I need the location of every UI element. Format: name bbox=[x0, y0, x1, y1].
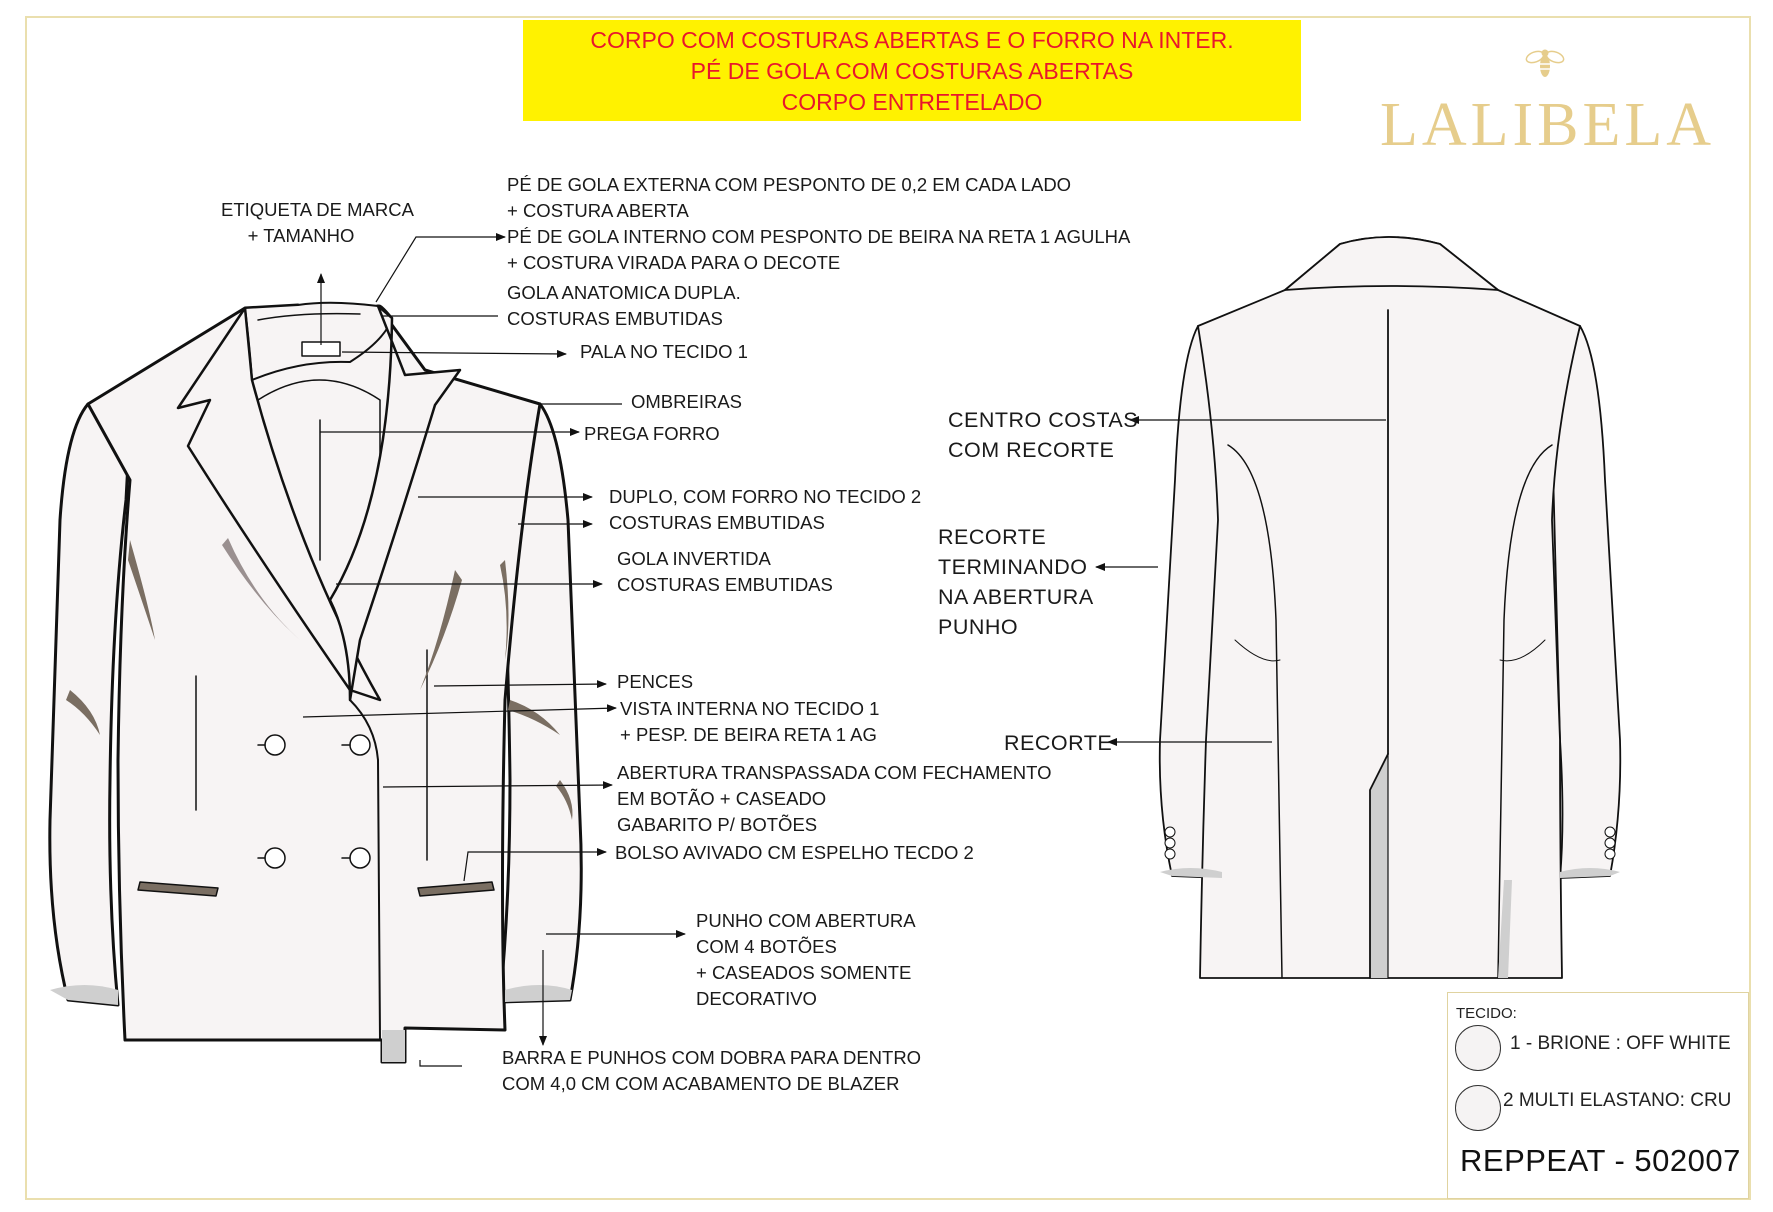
back-body bbox=[1198, 237, 1580, 978]
label-bolso: BOLSO AVIVADO CM ESPELHO TECDO 2 bbox=[615, 842, 974, 863]
fabric-1-swatch bbox=[1455, 1025, 1501, 1071]
front-view-jacket bbox=[50, 303, 581, 1062]
label-gola-anatomica: GOLA ANATOMICA DUPLA. COSTURAS EMBUTIDAS bbox=[507, 282, 741, 329]
label-pences: PENCES bbox=[617, 671, 694, 692]
banner-line-3: CORPO ENTRETELADO bbox=[781, 89, 1043, 115]
label-gola-invertida: GOLA INVERTIDA COSTURAS EMBUTIDAS bbox=[617, 548, 833, 595]
label-recorte-punho: RECORTE TERMINANDO NA ABERTURA PUNHO bbox=[938, 525, 1094, 639]
front-body bbox=[88, 305, 540, 1062]
label-punho: PUNHO COM ABERTURA COM 4 BOTÕES + CASEADOS SOMENTE DECORATIVO bbox=[696, 910, 916, 1009]
label-pe-de-gola: PÉ DE GOLA EXTERNA COM PESPONTO DE 0,2 EM CADA LADO + COSTURA ABERTA PÉ DE GOLA INTERNO COM PESPONTO DE BEIRA NA RETA 1 AGULHA + COSTURA VIRADA PARA O DECOTE bbox=[507, 174, 1131, 273]
back-view-jacket bbox=[1160, 237, 1621, 978]
label-centro-costas: CENTRO COSTAS COM RECORTE bbox=[948, 408, 1139, 462]
fabric-2-swatch bbox=[1455, 1085, 1501, 1131]
banner-line-1: CORPO COM COSTURAS ABERTAS E O FORRO NA INTER. bbox=[590, 27, 1234, 53]
fabric-2-label: 2 MULTI ELASTANO: CRU bbox=[1503, 1090, 1732, 1111]
back-collar bbox=[1285, 237, 1498, 290]
label-duplo: DUPLO, COM FORRO NO TECIDO 2 bbox=[609, 486, 922, 507]
label-abertura: ABERTURA TRANSPASSADA COM FECHAMENTO EM BOTÃO + CASEADO GABARITO P/ BOTÕES bbox=[617, 762, 1052, 835]
label-etiqueta: ETIQUETA DE MARCA + TAMANHO bbox=[221, 199, 414, 246]
brand-wordmark: LALIBELA bbox=[1380, 91, 1716, 159]
label-vista-interna: VISTA INTERNA NO TECIDO 1 + PESP. DE BEIRA RETA 1 AG bbox=[620, 698, 880, 745]
label-pala: PALA NO TECIDO 1 bbox=[580, 341, 748, 362]
fabric-title: TECIDO: bbox=[1456, 1005, 1517, 1022]
label-prega-forro: PREGA FORRO bbox=[584, 423, 720, 444]
label-recorte: RECORTE bbox=[1004, 731, 1113, 755]
label-costuras-embutidas: COSTURAS EMBUTIDAS bbox=[609, 512, 825, 533]
label-barra: BARRA E PUNHOS COM DOBRA PARA DENTRO COM 4,0 CM COM ACABAMENTO DE BLAZER bbox=[502, 1047, 922, 1094]
label-ombreiras: OMBREIRAS bbox=[631, 391, 743, 412]
fabric-info-box bbox=[1447, 992, 1749, 1199]
fabric-1-label: 1 - BRIONE : OFF WHITE bbox=[1510, 1033, 1731, 1054]
banner-line-2: PÉ DE GOLA COM COSTURAS ABERTAS bbox=[690, 58, 1134, 84]
model-code: REPPEAT - 502007 bbox=[1460, 1143, 1741, 1178]
